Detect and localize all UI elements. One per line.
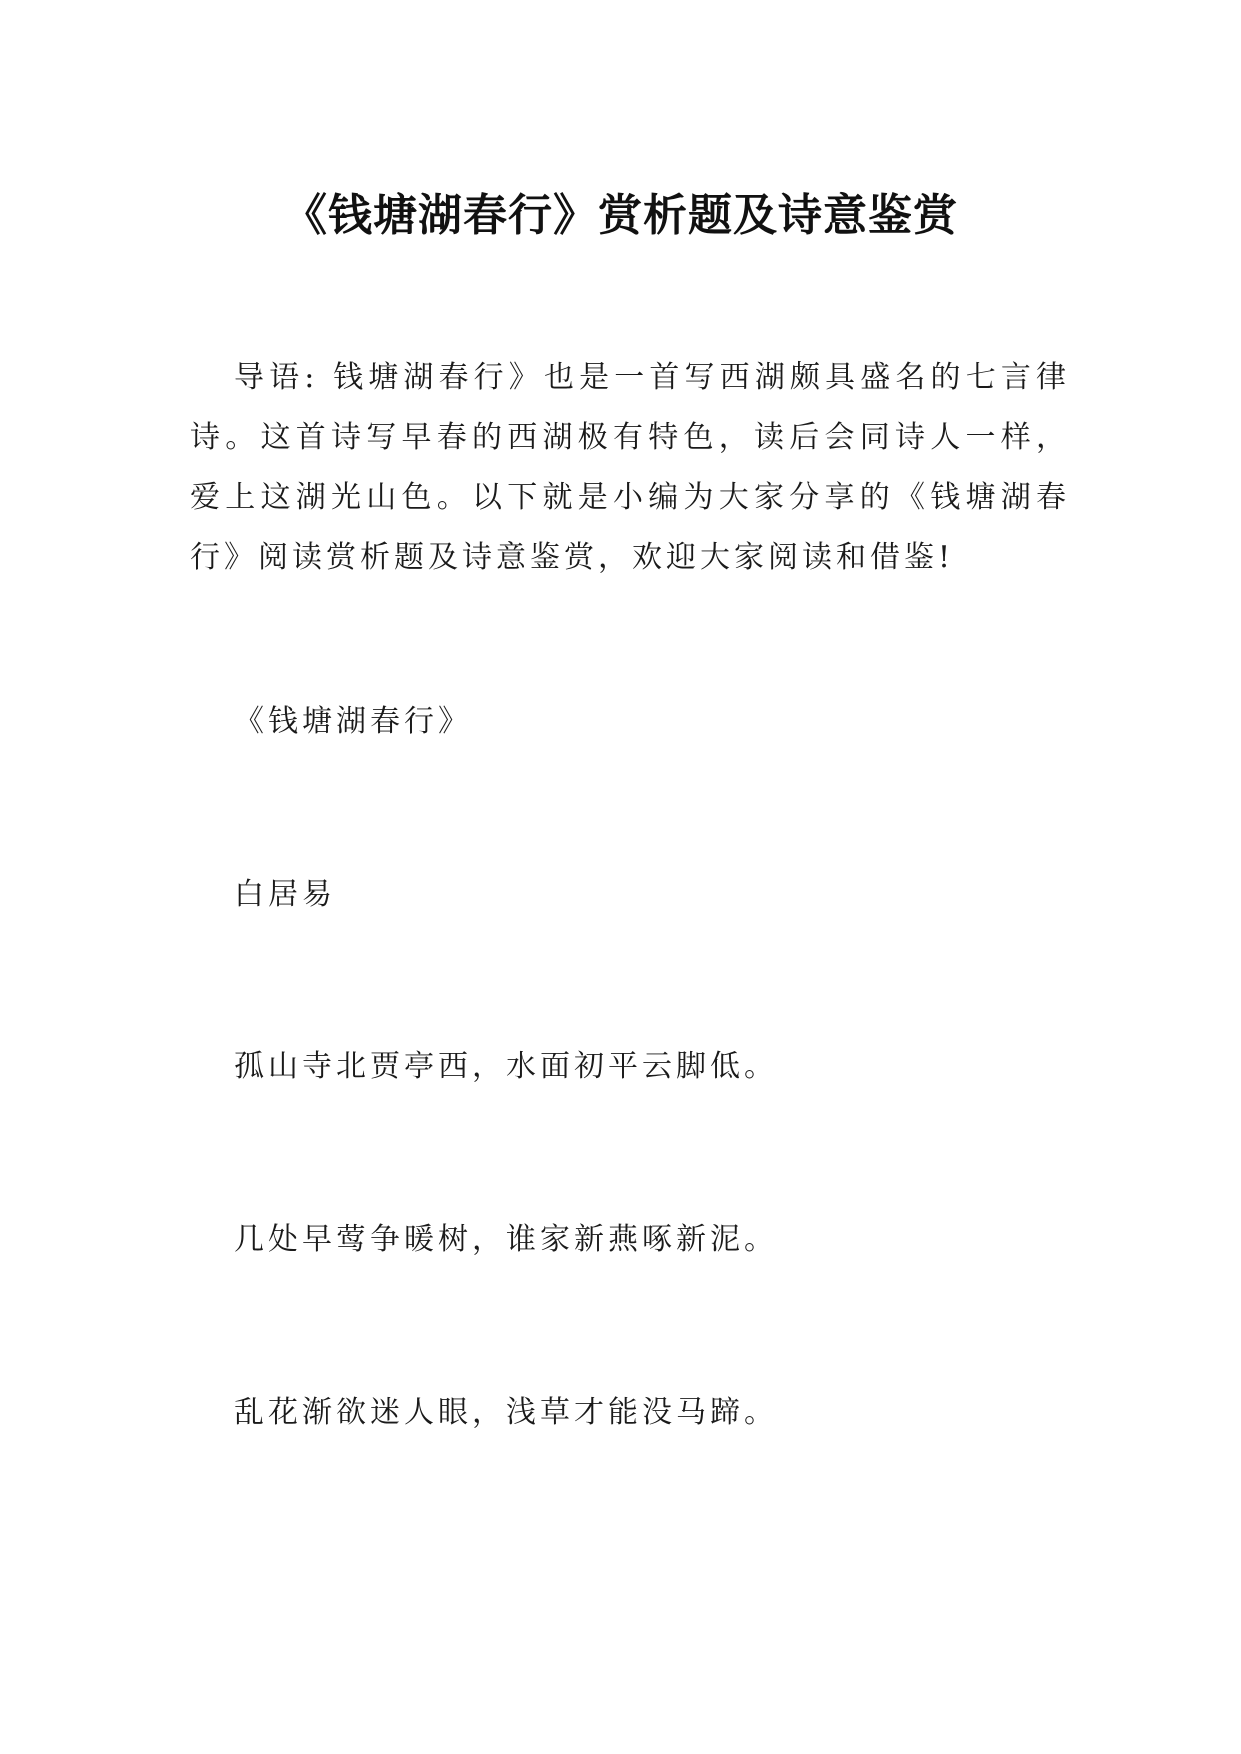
intro-paragraph: 导语: 钱塘湖春行》也是一首写西湖颇具盛名的七言律诗。这首诗写早春的西湖极有特色，读后会同诗人一样，爱上这湖光山色。以下就是小编为大家分享的《钱塘湖春行》阅读赏析题及诗意鉴赏，欢迎大家阅读和借鉴! — [190, 360, 1070, 575]
poem-author: 白居易 — [234, 877, 336, 912]
poem-title: 《钱塘湖春行》 — [234, 704, 472, 739]
poem-line: 孤山寺北贾亭西，水面初平云脚低。 — [234, 1049, 778, 1084]
poem-line: 乱花渐欲迷人眼，浅草才能没马蹄。 — [234, 1395, 778, 1430]
document-title: 《钱塘湖春行》赏析题及诗意鉴赏 — [283, 190, 958, 242]
poem-line: 几处早莺争暖树，谁家新燕啄新泥。 — [234, 1222, 778, 1257]
